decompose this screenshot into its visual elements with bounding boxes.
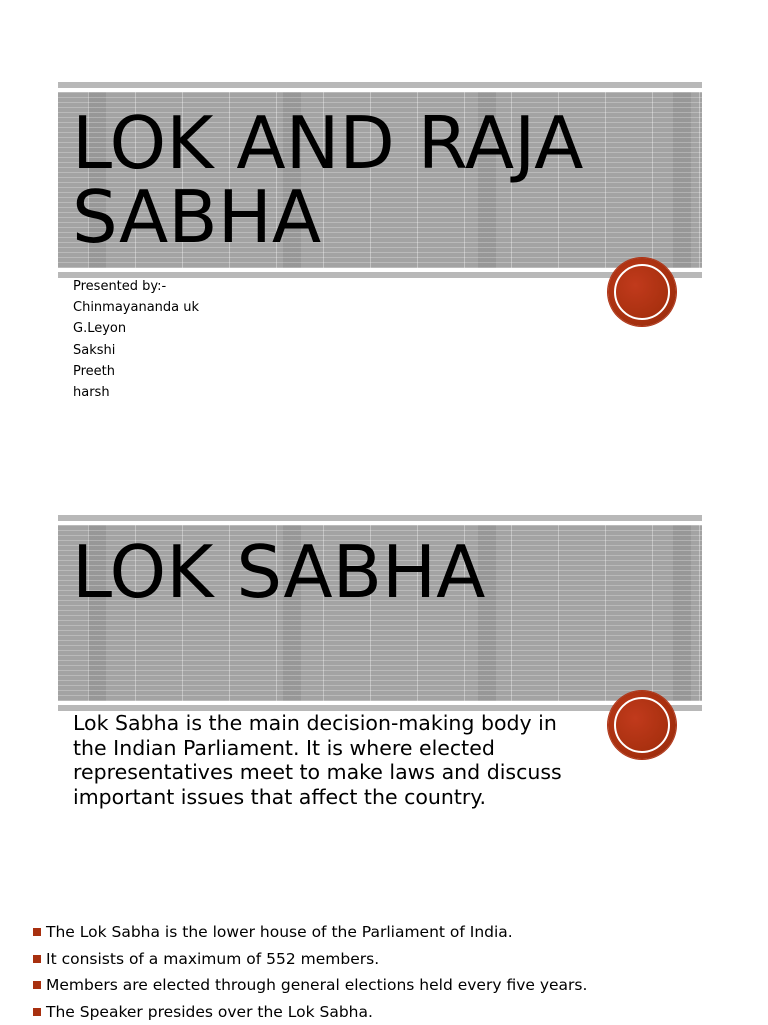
facts-list [30,919,587,1025]
list-item: Sakshi [73,340,199,361]
fact-text: It consists of a maximum of 552 members. [46,946,379,973]
list-item [30,919,587,946]
list-item: harsh [73,382,199,403]
fact-text: The Lok Sabha is the lower house of the Parliament of India. [46,919,513,946]
title-banner [58,92,702,268]
square-bullet-icon [33,1008,41,1016]
section-title: LOK SABHA [72,535,692,609]
list-item [30,972,587,999]
square-bullet-icon [33,955,41,963]
section-banner [58,525,702,701]
decorative-circle-icon [608,258,676,326]
fact-text: The Speaker presides over the Lok Sabha. [46,999,373,1025]
fact-text: Members are elected through general elections held every five years. [46,972,587,999]
square-bullet-icon [33,928,41,936]
slide-title: LOK AND RAJA SABHA [72,106,692,254]
presenter-list [73,276,199,403]
intro-paragraph: Lok Sabha is the main decision-making body in the Indian Parliament. It is where elected representatives meet to make laws and discuss important issues that affect the country. [73,711,573,809]
list-item: G.Leyon [73,318,199,339]
decorative-circle-icon [608,691,676,759]
list-item [30,946,587,973]
list-item: Presented by:- [73,276,199,297]
square-bullet-icon [33,981,41,989]
list-item: Preeth [73,361,199,382]
list-item: Chinmayananda uk [73,297,199,318]
list-item [30,999,587,1025]
